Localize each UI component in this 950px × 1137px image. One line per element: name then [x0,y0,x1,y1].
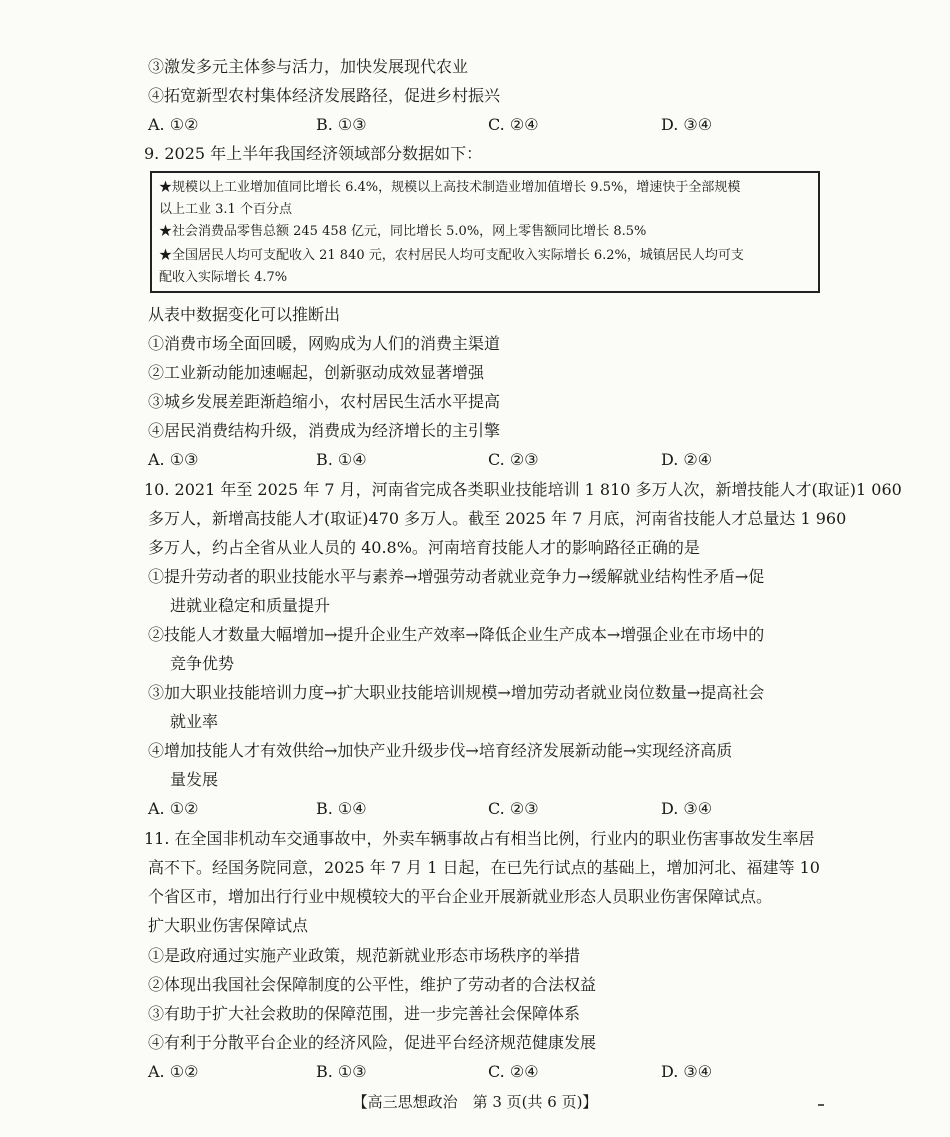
q11-stem-line: 高不下。经国务院同意，2025 年 7 月 1 日起，在已先行试点的基础上，增加河北、福建等 10 [148,858,820,877]
q11-item-2: ②体现出我国社会保障制度的公平性，维护了劳动者的合法权益 [148,975,597,994]
q10-option-a[interactable]: A. ①② [148,799,199,818]
q9-box-line: ★规模以上工业增加值同比增长 6.4%，规模以上高技术制造业增加值增长 9.5%，增速快于全部规模 [159,180,741,195]
page-corner-mark [818,1104,824,1106]
q9-option-d[interactable]: D. ②④ [661,450,713,469]
q8-item-4: ④拓宽新型农村集体经济发展路径，促进乡村振兴 [148,86,501,105]
q9-item-1: ①消费市场全面回暖，网购成为人们的消费主渠道 [148,334,501,353]
q9-item-4: ④居民消费结构升级，消费成为经济增长的主引擎 [148,421,501,440]
q9-stem: 9. 2025 年上半年我国经济领域部分数据如下： [144,144,483,163]
q9-item-2: ②工业新动能加速崛起，创新驱动成效显著增强 [148,363,485,382]
q11-item-3: ③有助于扩大社会救助的保障范围，进一步完善社会保障体系 [148,1004,581,1023]
q9-option-a[interactable]: A. ①③ [148,450,199,469]
q9-box-line: ★社会消费品零售总额 245 458 亿元，同比增长 5.0%，网上零售额同比增长 8.5% [159,224,647,239]
q10-item-4-cont: 量发展 [170,770,219,789]
q10-item-4: ④增加技能人才有效供给→加快产业升级步伐→培育经济发展新动能→实现经济高质 [148,741,733,760]
q8-option-c[interactable]: C. ②④ [488,115,539,134]
q9-box-line: 配收入实际增长 4.7% [159,270,288,285]
q10-item-1-cont: 进就业稳定和质量提升 [170,596,331,615]
q11-stem-line: 11. 在全国非机动车交通事故中，外卖车辆事故占有相当比例，行业内的职业伤害事故发生率居 [144,829,815,848]
q11-item-4: ④有利于分散平台企业的经济风险，促进平台经济规范健康发展 [148,1033,597,1052]
q11-item-1: ①是政府通过实施产业政策，规范新就业形态市场秩序的举措 [148,946,581,965]
q8-option-b[interactable]: B. ①③ [316,115,367,134]
q9-option-c[interactable]: C. ②③ [488,450,539,469]
q9-box-line: ★全国居民人均可支配收入 21 840 元，农村居民人均可支配收入实际增长 6.2%，城镇居民人均可支 [159,248,744,263]
q8-option-d[interactable]: D. ③④ [661,115,713,134]
q8-item-3: ③激发多元主体参与活力，加快发展现代农业 [148,57,469,76]
q10-stem-line: 多万人，约占全省从业人员的 40.8%。河南培育技能人才的影响路径正确的是 [148,538,700,557]
q11-option-a[interactable]: A. ①② [148,1062,199,1081]
q10-stem-line: 多万人，新增高技能人才(取证)470 多万人。截至 2025 年 7 月底，河南省技能人才总量达 1 960 [148,509,847,528]
q11-stem-line: 扩大职业伤害保障试点 [148,916,309,935]
q10-item-2-cont: 竞争优势 [170,654,235,673]
q9-item-3: ③城乡发展差距渐趋缩小，农村居民生活水平提高 [148,392,501,411]
q10-option-c[interactable]: C. ②③ [488,799,539,818]
q11-option-b[interactable]: B. ①③ [316,1062,367,1081]
q10-option-b[interactable]: B. ①④ [316,799,367,818]
q10-item-2: ②技能人才数量大幅增加→提升企业生产效率→降低企业生产成本→增强企业在市场中的 [148,625,765,644]
q8-option-a[interactable]: A. ①② [148,115,199,134]
q10-item-3-cont: 就业率 [170,712,219,731]
q9-option-b[interactable]: B. ①④ [316,450,367,469]
q10-item-1: ①提升劳动者的职业技能水平与素养→增强劳动者就业竞争力→缓解就业结构性矛盾→促 [148,567,765,586]
q9-box-line: 以上工业 3.1 个百分点 [159,202,292,217]
q9-data-box [150,171,820,293]
q9-prompt: 从表中数据变化可以推断出 [148,305,341,324]
page-footer: 【高三思想政治 第 3 页(共 6 页)】 [352,1093,598,1111]
q10-option-d[interactable]: D. ③④ [661,799,713,818]
q10-item-3: ③加大职业技能培训力度→扩大职业技能培训规模→增加劳动者就业岗位数量→提高社会 [148,683,765,702]
q11-stem-line: 个省区市，增加出行行业中规模较大的平台企业开展新就业形态人员职业伤害保障试点。 [148,887,773,906]
q10-stem-line: 10. 2021 年至 2025 年 7 月，河南省完成各类职业技能培训 1 810 多万人次，新增技能人才(取证)1 060 [144,480,902,499]
q11-option-d[interactable]: D. ③④ [661,1062,713,1081]
q11-option-c[interactable]: C. ②④ [488,1062,539,1081]
